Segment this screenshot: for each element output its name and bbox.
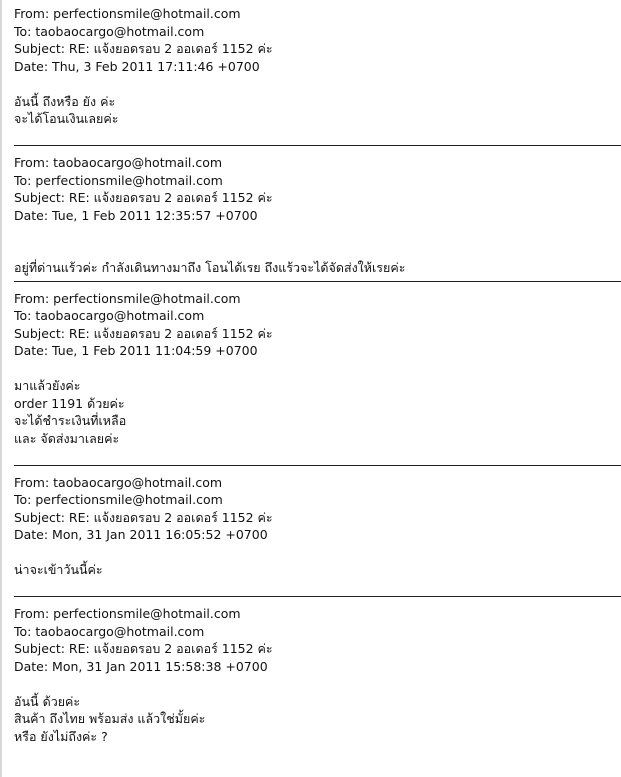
left-edge-border <box>0 0 2 777</box>
email-date: Date: Tue, 1 Feb 2011 11:04:59 +0700 <box>14 343 258 358</box>
email-message <box>14 5 619 145</box>
email-date: Date: Mon, 31 Jan 2011 16:05:52 +0700 <box>14 527 268 542</box>
email-body-line: อันนี้ ถึงหรือ ยัง ค่ะ <box>14 93 116 109</box>
email-message <box>14 290 619 465</box>
email-subject: Subject: RE: แจ้งยอดรอบ 2 ออเดอร์ 1152 ค่ะ <box>14 641 273 656</box>
email-subject: Subject: RE: แจ้งยอดรอบ 2 ออเดอร์ 1152 ค่ะ <box>14 325 273 341</box>
email-body-line: อยู่ที่ด่านแร้วค่ะ กำลังเดินทางมาถึง โอนได้เรย ถึงแร้วจะได้จัดส่งให้เรยค่ะ <box>14 260 406 275</box>
email-date: Date: Tue, 1 Feb 2011 12:35:57 +0700 <box>14 207 258 223</box>
email-body-line: สินค้า ถึงไทย พร้อมส่ง แล้วใช่มั้ยค่ะ <box>14 711 206 726</box>
email-message <box>14 474 619 597</box>
email-from: From: perfectionsmile@hotmail.com <box>14 606 241 621</box>
email-thread <box>14 5 619 745</box>
email-from: From: taobaocargo@hotmail.com <box>14 474 223 490</box>
email-body-line: order 1191 ด้วยค่ะ <box>14 395 125 411</box>
email-body-line: หรือ ยังไม่ถึงค่ะ ? <box>14 728 108 744</box>
email-subject: Subject: RE: แจ้งยอดรอบ 2 ออเดอร์ 1152 ค่ะ <box>14 41 273 56</box>
email-message <box>14 154 619 277</box>
email-body-line: น่าจะเข้าวันนี้ค่ะ <box>14 562 103 577</box>
email-from: From: taobaocargo@hotmail.com <box>14 155 223 170</box>
email-from: From: perfectionsmile@hotmail.com <box>14 6 241 21</box>
email-to: To: perfectionsmile@hotmail.com <box>14 172 223 188</box>
email-body-line: จะได้ชำระเงินที่เหลือ <box>14 413 127 428</box>
email-subject: Subject: RE: แจ้งยอดรอบ 2 ออเดอร์ 1152 ค่ะ <box>14 190 273 205</box>
email-body-line: จะได้โอนเงินเลยค่ะ <box>14 111 119 126</box>
email-date: Date: Mon, 31 Jan 2011 15:58:38 +0700 <box>14 658 268 674</box>
email-subject: Subject: RE: แจ้งยอดรอบ 2 ออเดอร์ 1152 ค่ะ <box>14 509 273 525</box>
email-to: To: taobaocargo@hotmail.com <box>14 308 205 323</box>
email-body-line: และ จัดส่งมาเลยค่ะ <box>14 430 120 446</box>
email-message <box>14 605 619 745</box>
email-body-line: มาแล้วยังค่ะ <box>14 378 81 393</box>
email-body-line: อันนี้ ด้วยค่ะ <box>14 693 81 709</box>
email-to: To: perfectionsmile@hotmail.com <box>14 492 223 507</box>
email-to: To: taobaocargo@hotmail.com <box>14 23 205 39</box>
email-from: From: perfectionsmile@hotmail.com <box>14 290 241 306</box>
email-to: To: taobaocargo@hotmail.com <box>14 623 205 639</box>
email-date: Date: Thu, 3 Feb 2011 17:11:46 +0700 <box>14 58 260 74</box>
